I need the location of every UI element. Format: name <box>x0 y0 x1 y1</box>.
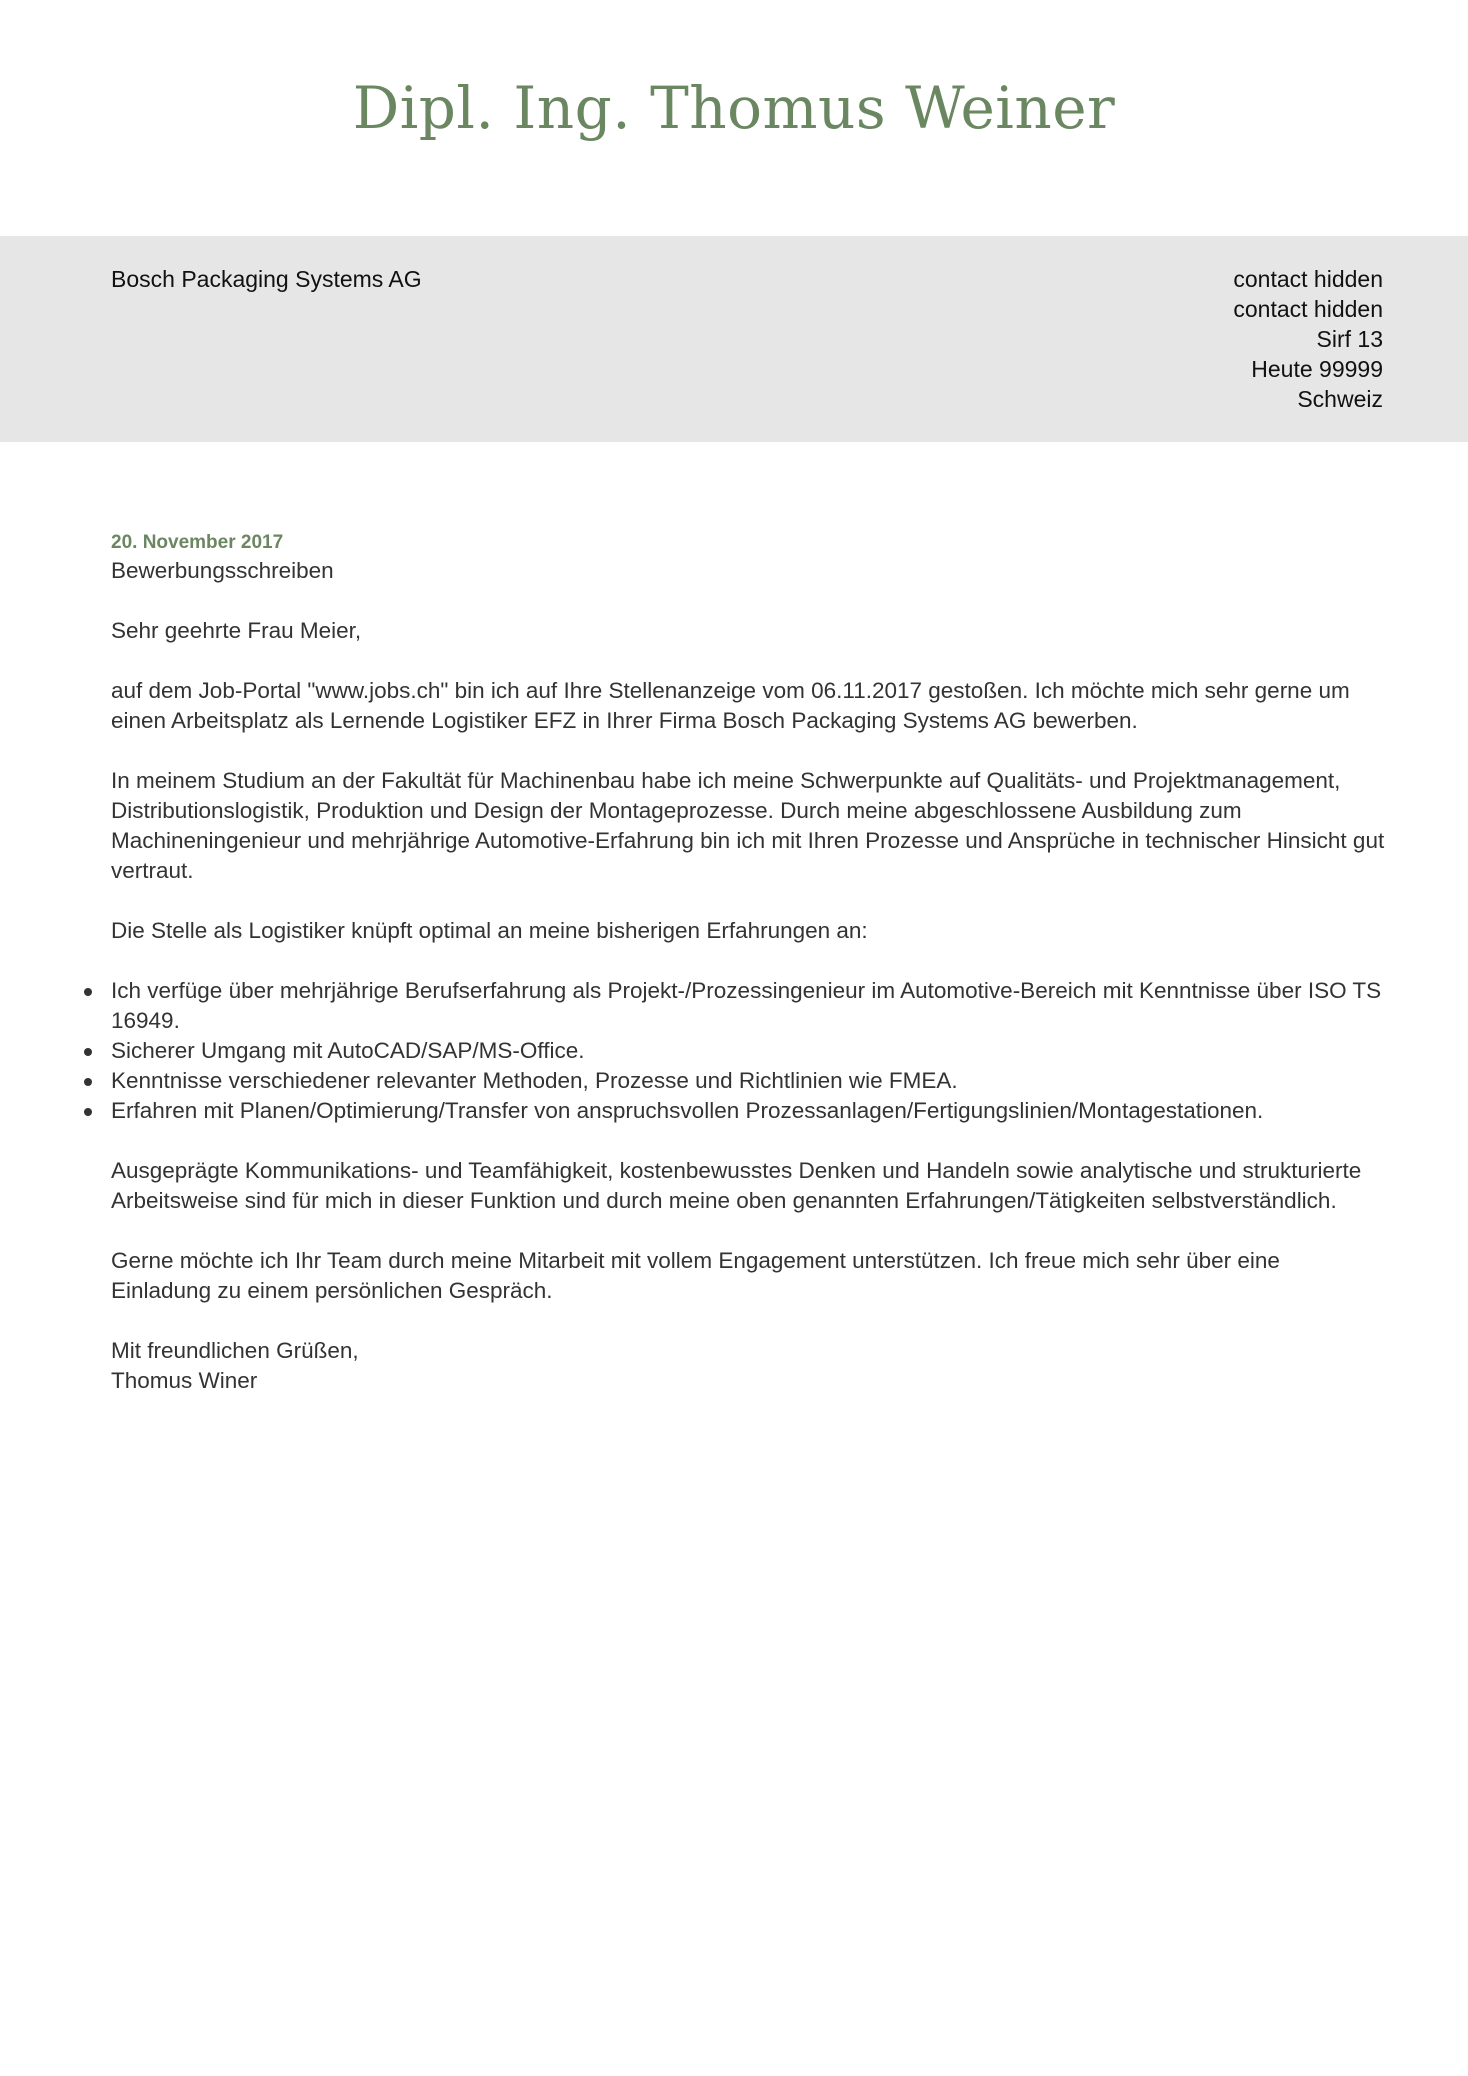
sender-line: contact hidden <box>1233 266 1383 292</box>
signature-name: Thomus Winer <box>111 1368 258 1393</box>
list-item: Sicherer Umgang mit AutoCAD/SAP/MS-Office. <box>111 1036 1386 1066</box>
sender-address <box>1233 264 1383 414</box>
paragraph-closing-request: Gerne möchte ich Ihr Team durch meine Mitarbeit mit vollem Engagement unterstützen. Ich freue mich sehr über eine Einladung zu einem persönlichen Gespräch. <box>111 1248 1280 1303</box>
sender-line: contact hidden <box>1233 296 1383 322</box>
letter-date: 20. November 2017 <box>111 532 284 553</box>
list-item: Erfahren mit Planen/Optimierung/Transfer von anspruchsvollen Prozessanlagen/Fertigungslinien/Montagestationen. <box>111 1096 1386 1126</box>
paragraph-experience-lead: Die Stelle als Logistiker knüpft optimal an meine bisherigen Erfahrungen an: <box>111 918 868 943</box>
page-title: Dipl. Ing. Thomus Weiner <box>352 74 1116 142</box>
letter-body <box>111 530 1386 1396</box>
list-item: Kenntnisse verschiedener relevanter Methoden, Prozesse und Richtlinien wie FMEA. <box>111 1066 1386 1096</box>
sender-line: Sirf 13 <box>1316 326 1383 352</box>
experience-list <box>0 976 1386 1126</box>
sender-line: Schweiz <box>1297 386 1383 412</box>
salutation: Sehr geehrte Frau Meier, <box>111 618 362 643</box>
recipient-company: Bosch Packaging Systems AG <box>111 266 422 292</box>
paragraph-intro: auf dem Job-Portal "www.jobs.ch" bin ich auf Ihre Stellenanzeige vom 06.11.2017 gestoßen. Ich möchte mich sehr gerne um einen Arbeitsplatz als Lernende Logistiker EFZ in Ihrer Firma Bosch Packaging Systems AG bewerben. <box>111 678 1350 733</box>
list-item: Ich verfüge über mehrjährige Berufserfahrung als Projekt-/Prozessingenieur im Automotive-Bereich mit Kenntnisse über ISO TS 16949. <box>111 976 1386 1036</box>
letter-subject: Bewerbungsschreiben <box>111 558 334 583</box>
paragraph-studies: In meinem Studium an der Fakultät für Machinenbau habe ich meine Schwerpunkte auf Qualitäts- und Projektmanagement, Distributionslogistik, Produktion und Design der Montageprozesse. Durch meine abgeschlossene Ausbildung zum Machineningenieur und mehrjährige Automotive-Erfahrung bin ich mit Ihren Prozesse und Ansprüche in technischer Hinsicht gut vertraut. <box>111 768 1385 883</box>
sender-line: Heute 99999 <box>1251 356 1383 382</box>
closing-phrase: Mit freundlichen Grüßen, <box>111 1338 359 1363</box>
paragraph-skills: Ausgeprägte Kommunikations- und Teamfähigkeit, kostenbewusstes Denken und Handeln sowie analytische und strukturierte Arbeitsweise sind für mich in dieser Funktion und durch meine oben genannten Erfahrungen/Tätigkeiten selbstverständlich. <box>111 1158 1362 1213</box>
address-band <box>0 236 1468 442</box>
